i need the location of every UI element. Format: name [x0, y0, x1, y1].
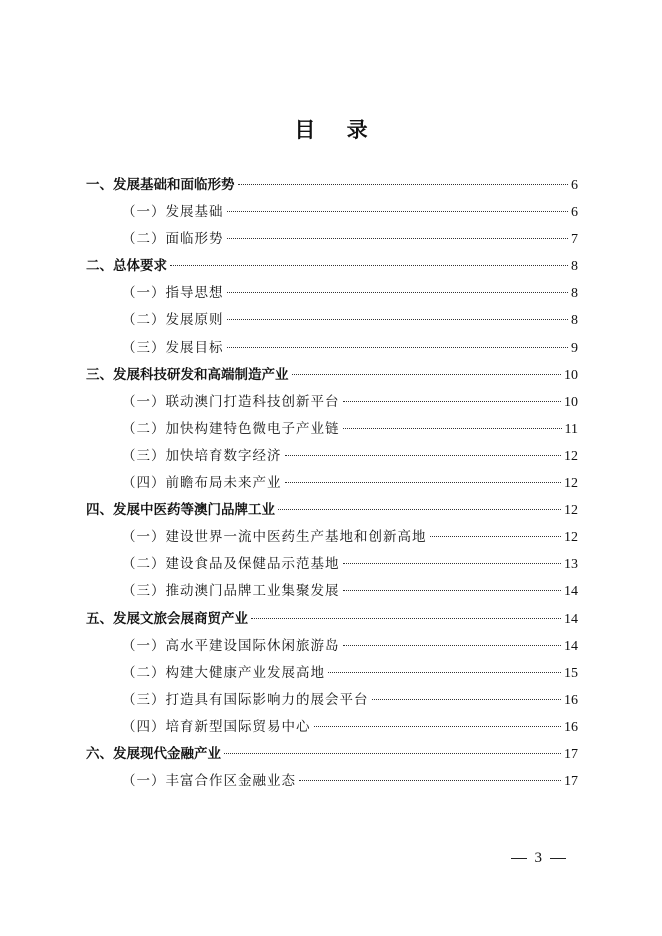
toc-leader-dots: [227, 292, 569, 293]
toc-leader-dots: [285, 482, 562, 483]
toc-entry-label: 四、发展中医药等澳门品牌工业: [86, 502, 275, 519]
toc-entry-label: （一）指导思想: [122, 285, 224, 302]
toc-leader-dots: [227, 238, 569, 239]
toc-subsection[interactable]: [86, 470, 578, 497]
toc-entry-page: 12: [564, 476, 578, 492]
table-of-contents: [86, 172, 578, 795]
toc-section[interactable]: [86, 741, 578, 768]
toc-subsection[interactable]: [86, 578, 578, 605]
toc-entry-page: 8: [571, 313, 578, 329]
toc-section[interactable]: [86, 253, 578, 280]
toc-subsection[interactable]: [86, 524, 578, 551]
toc-leader-dots: [238, 184, 569, 185]
toc-entry-label: 一、发展基础和面临形势: [86, 177, 235, 193]
toc-subsection[interactable]: [86, 280, 578, 307]
toc-entry-label: （二）建设食品及保健品示范基地: [122, 556, 340, 573]
toc-entry-page: 15: [564, 665, 578, 681]
toc-leader-dots: [227, 319, 569, 320]
toc-subsection[interactable]: [86, 633, 578, 660]
toc-leader-dots: [224, 753, 561, 754]
toc-entry-label: （一）建设世界一流中医药生产基地和创新高地: [122, 529, 427, 546]
toc-leader-dots: [343, 401, 562, 402]
toc-leader-dots: [227, 347, 569, 348]
toc-entry-page: 12: [564, 448, 578, 464]
toc-entry-page: 14: [564, 584, 578, 600]
toc-entry-label: （二）构建大健康产业发展高地: [122, 664, 325, 681]
toc-leader-dots: [170, 265, 568, 266]
toc-section[interactable]: [86, 606, 578, 633]
toc-entry-label: （三）加快培育数字经济: [122, 447, 282, 464]
toc-leader-dots: [430, 536, 562, 537]
toc-entry-page: 11: [564, 421, 578, 437]
toc-entry-page: 16: [564, 692, 578, 708]
toc-entry-label: （一）联动澳门打造科技创新平台: [122, 393, 340, 410]
toc-entry-label: 五、发展文旅会展商贸产业: [86, 610, 248, 627]
toc-entry-page: 16: [564, 719, 578, 735]
toc-entry-label: 三、发展科技研发和高端制造产业: [86, 366, 289, 383]
toc-entry-label: （一）丰富合作区金融业态: [122, 773, 296, 790]
toc-leader-dots: [314, 726, 562, 727]
toc-subsection[interactable]: [86, 714, 578, 741]
toc-entry-label: 六、发展现代金融产业: [86, 745, 221, 762]
toc-entry-label: （一）高水平建设国际休闲旅游岛: [122, 637, 340, 654]
toc-entry-label: （四）培育新型国际贸易中心: [122, 718, 311, 735]
toc-entry-page: 14: [564, 611, 578, 627]
toc-leader-dots: [328, 672, 561, 673]
toc-subsection[interactable]: [86, 226, 578, 253]
toc-subsection[interactable]: [86, 443, 578, 470]
page-title: 目 录: [294, 117, 380, 142]
toc-subsection[interactable]: [86, 199, 578, 226]
toc-entry-label: （三）打造具有国际影响力的展会平台: [122, 691, 369, 708]
toc-subsection[interactable]: [86, 335, 578, 362]
toc-entry-page: 17: [564, 746, 578, 762]
toc-entry-page: 9: [571, 340, 578, 356]
toc-section[interactable]: [86, 172, 578, 199]
toc-leader-dots: [343, 563, 562, 564]
toc-leader-dots: [343, 590, 562, 591]
toc-entry-label: 二、总体要求: [86, 258, 167, 275]
toc-leader-dots: [343, 428, 562, 429]
toc-leader-dots: [372, 699, 562, 700]
toc-subsection[interactable]: [86, 660, 578, 687]
toc-entry-page: 14: [564, 638, 578, 654]
toc-entry-page: 8: [571, 286, 578, 302]
toc-subsection[interactable]: [86, 551, 578, 578]
toc-entry-page: 13: [564, 557, 578, 573]
toc-entry-page: 10: [564, 394, 578, 410]
toc-entry-page: 6: [571, 205, 578, 221]
toc-leader-dots: [292, 374, 562, 375]
toc-leader-dots: [343, 645, 562, 646]
toc-entry-label: （三）推动澳门品牌工业集聚发展: [122, 583, 340, 600]
toc-entry-label: （一）发展基础: [122, 204, 224, 221]
toc-subsection[interactable]: [86, 307, 578, 334]
toc-entry-label: （二）面临形势: [122, 231, 224, 248]
toc-leader-dots: [285, 455, 562, 456]
toc-subsection[interactable]: [86, 389, 578, 416]
toc-subsection[interactable]: [86, 768, 578, 795]
toc-entry-page: 10: [564, 367, 578, 383]
page-number: [503, 850, 575, 867]
toc-entry-page: 6: [571, 178, 578, 193]
toc-entry-page: 8: [571, 259, 578, 275]
dash-right: [550, 858, 566, 859]
toc-entry-label: （三）发展目标: [122, 339, 224, 356]
dash-left: [511, 858, 527, 859]
toc-section[interactable]: [86, 362, 578, 389]
toc-leader-dots: [299, 780, 561, 781]
toc-entry-page: 7: [571, 232, 578, 248]
toc-leader-dots: [278, 509, 561, 510]
toc-entry-page: 12: [564, 530, 578, 546]
toc-section[interactable]: [86, 497, 578, 524]
toc-entry-label: （二）发展原则: [122, 312, 224, 329]
toc-leader-dots: [251, 618, 561, 619]
toc-entry-page: 12: [564, 503, 578, 519]
page-number-value: 3: [534, 850, 542, 866]
toc-entry-label: （四）前瞻布局未来产业: [122, 475, 282, 492]
toc-entry-label: （二）加快构建特色微电子产业链: [122, 420, 340, 437]
toc-entry-page: 17: [564, 774, 578, 790]
toc-subsection[interactable]: [86, 687, 578, 714]
toc-subsection[interactable]: [86, 416, 578, 443]
toc-leader-dots: [227, 211, 569, 212]
